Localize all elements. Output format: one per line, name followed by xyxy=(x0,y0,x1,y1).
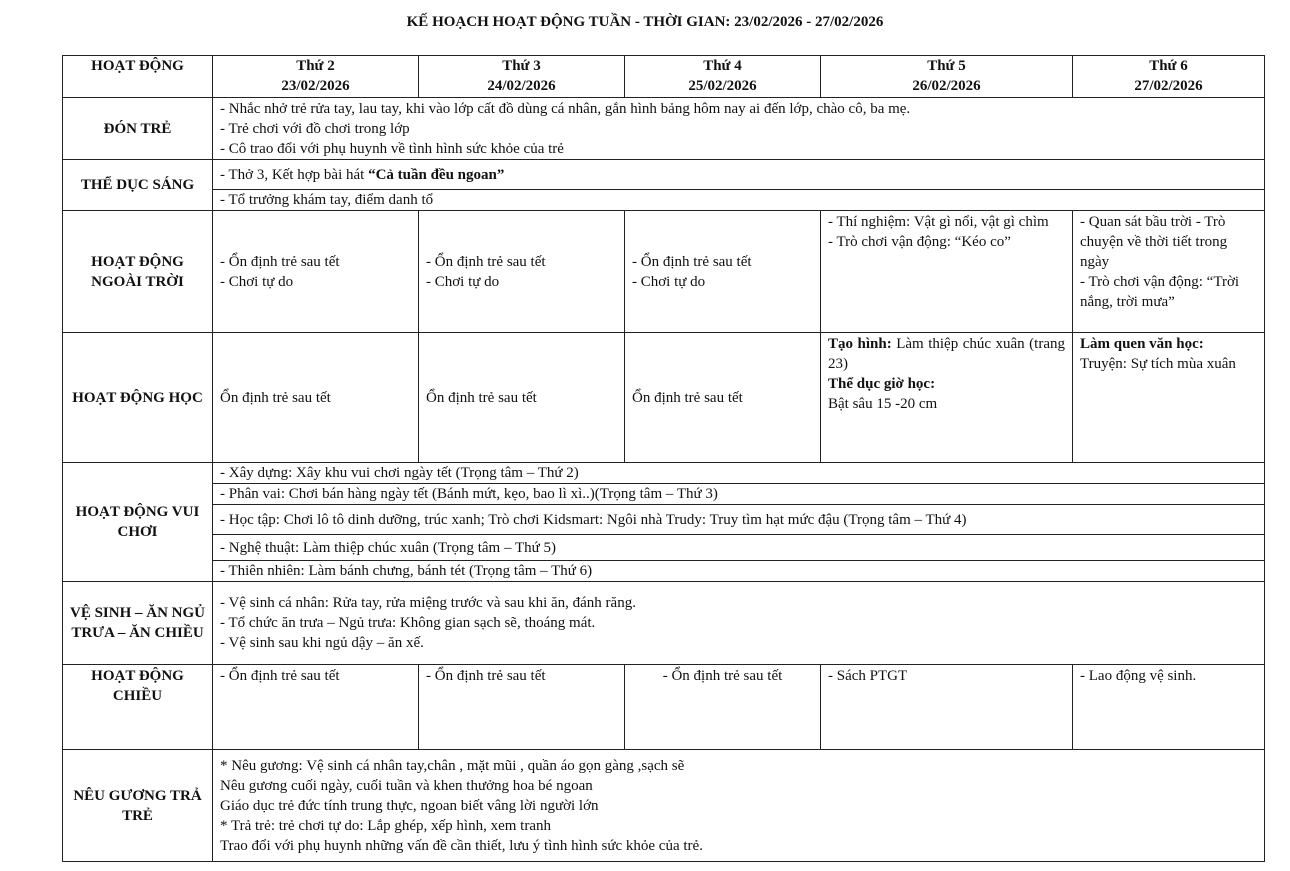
vui-choi-phan-vai: - Phân vai: Chơi bán hàng ngày tết (Bánh mứt, kẹo, bao lì xì..)(Trọng tâm – Thứ 3) xyxy=(213,484,1265,505)
label-don-tre: ĐÓN TRẺ xyxy=(63,98,213,160)
label-neu-guong: NÊU GƯƠNG TRẢ TRẺ xyxy=(63,750,213,862)
label-ve-sinh: VỆ SINH – ĂN NGỦ TRƯA – ĂN CHIỀU xyxy=(63,582,213,665)
row-don-tre xyxy=(63,98,1265,160)
row-ve-sinh xyxy=(63,582,1265,665)
row-vui-choi-3 xyxy=(63,505,1265,535)
chieu-tue: - Ổn định trẻ sau tết xyxy=(419,665,625,750)
label-chieu: HOẠT ĐỘNG CHIỀU xyxy=(63,665,213,750)
vui-choi-hoc-tap: - Học tập: Chơi lô tô dinh dưỡng, trúc xanh; Trò chơi Kidsmart: Ngôi nhà Trudy: Truy tìm hạt mức đậu (Trọng tâm – Thứ 4) xyxy=(213,505,1265,535)
row-the-duc-1 xyxy=(63,160,1265,190)
label-ngoai-troi: HOẠT ĐỘNG NGOÀI TRỜI xyxy=(63,211,213,333)
row-hoc xyxy=(63,333,1265,463)
row-neu-guong xyxy=(63,750,1265,862)
chieu-wed: - Ổn định trẻ sau tết xyxy=(625,665,821,750)
row-chieu xyxy=(63,665,1265,750)
hoc-tue: Ổn định trẻ sau tết xyxy=(419,333,625,463)
vui-choi-xay-dung: - Xây dựng: Xây khu vui chơi ngày tết (Trọng tâm – Thứ 2) xyxy=(213,463,1265,484)
hoc-fri: Làm quen văn học: Truyện: Sự tích mùa xuân xyxy=(1073,333,1265,463)
header-day-thu: Thứ 5 26/02/2026 xyxy=(821,56,1073,98)
chieu-thu: - Sách PTGT xyxy=(821,665,1073,750)
ngoai-troi-fri: - Quan sát bầu trời - Trò chuyện về thời tiết trong ngày - Trò chơi vận động: “Trời nắng, trời mưa” xyxy=(1073,211,1265,333)
vui-choi-thien-nhien: - Thiên nhiên: Làm bánh chưng, bánh tét (Trọng tâm – Thứ 6) xyxy=(213,561,1265,582)
header-day-fri: Thứ 6 27/02/2026 xyxy=(1073,56,1265,98)
hoc-mon: Ổn định trẻ sau tết xyxy=(213,333,419,463)
ngoai-troi-mon: - Ổn định trẻ sau tết - Chơi tự do xyxy=(213,211,419,333)
chieu-mon: - Ổn định trẻ sau tết xyxy=(213,665,419,750)
ngoai-troi-tue: - Ổn định trẻ sau tết - Chơi tự do xyxy=(419,211,625,333)
label-vui-choi: HOẠT ĐỘNG VUI CHƠI xyxy=(63,463,213,582)
header-activity: HOẠT ĐỘNG xyxy=(63,56,213,98)
row-vui-choi-4 xyxy=(63,535,1265,561)
ve-sinh-content: - Vệ sinh cá nhân: Rửa tay, rửa miệng trước và sau khi ăn, đánh răng. - Tổ chức ăn trưa – Ngủ trưa: Không gian sạch sẽ, thoáng mát. - Vệ sinh sau khi ngủ dậy – ăn xế. xyxy=(213,582,1265,665)
header-day-tue: Thứ 3 24/02/2026 xyxy=(419,56,625,98)
ngoai-troi-wed: - Ổn định trẻ sau tết - Chơi tự do xyxy=(625,211,821,333)
row-vui-choi-2 xyxy=(63,484,1265,505)
label-the-duc: THỂ DỤC SÁNG xyxy=(63,160,213,211)
hoc-wed: Ổn định trẻ sau tết xyxy=(625,333,821,463)
row-the-duc-2 xyxy=(63,190,1265,211)
chieu-fri: - Lao động vệ sinh. xyxy=(1073,665,1265,750)
vui-choi-nghe-thuat: - Nghệ thuật: Làm thiệp chúc xuân (Trọng tâm – Thứ 5) xyxy=(213,535,1265,561)
header-day-mon: Thứ 2 23/02/2026 xyxy=(213,56,419,98)
header-row xyxy=(63,56,1265,98)
the-duc-line-2: - Tổ trưởng khám tay, điểm danh tổ xyxy=(213,190,1265,211)
header-day-wed: Thứ 4 25/02/2026 xyxy=(625,56,821,98)
row-ngoai-troi xyxy=(63,211,1265,333)
ngoai-troi-thu: - Thí nghiệm: Vật gì nổi, vật gì chìm - Trò chơi vận động: “Kéo co” xyxy=(821,211,1073,333)
neu-guong-content: * Nêu gương: Vệ sinh cá nhân tay,chân , mặt mũi , quần áo gọn gàng ,sạch sẽ Nêu gương cuối ngày, cuối tuần và khen thưởng hoa bé ngoan Giáo dục trẻ đức tính trung thực, ngoan biết vâng lời người lớn * Trả trẻ: trẻ chơi tự do: Lắp ghép, xếp hình, xem tranh Trao đổi với phụ huynh những vấn đề cần thiết, lưu ý tình hình sức khỏe của trẻ. xyxy=(213,750,1265,862)
weekly-plan-table xyxy=(62,55,1265,862)
don-tre-content: - Nhắc nhở trẻ rửa tay, lau tay, khi vào lớp cất đồ dùng cá nhân, gắn hình bảng hôm nay ai đến lớp, chào cô, ba mẹ. - Trẻ chơi với đồ chơi trong lớp - Cô trao đổi với phụ huynh về tình hình sức khỏe của trẻ xyxy=(213,98,1265,160)
the-duc-line-1: - Thở 3, Kết hợp bài hát “Cả tuần đều ngoan” xyxy=(213,160,1265,190)
row-vui-choi-1 xyxy=(63,463,1265,484)
label-hoc: HOẠT ĐỘNG HỌC xyxy=(63,333,213,463)
row-vui-choi-5 xyxy=(63,561,1265,582)
page-title: KẾ HOẠCH HOẠT ĐỘNG TUẦN - THỜI GIAN: 23/02/2026 - 27/02/2026 xyxy=(406,14,884,30)
hoc-thu: Tạo hình: Làm thiệp chúc xuân (trang 23) Thể dục giờ học: Bật sâu 15 -20 cm xyxy=(821,333,1073,463)
